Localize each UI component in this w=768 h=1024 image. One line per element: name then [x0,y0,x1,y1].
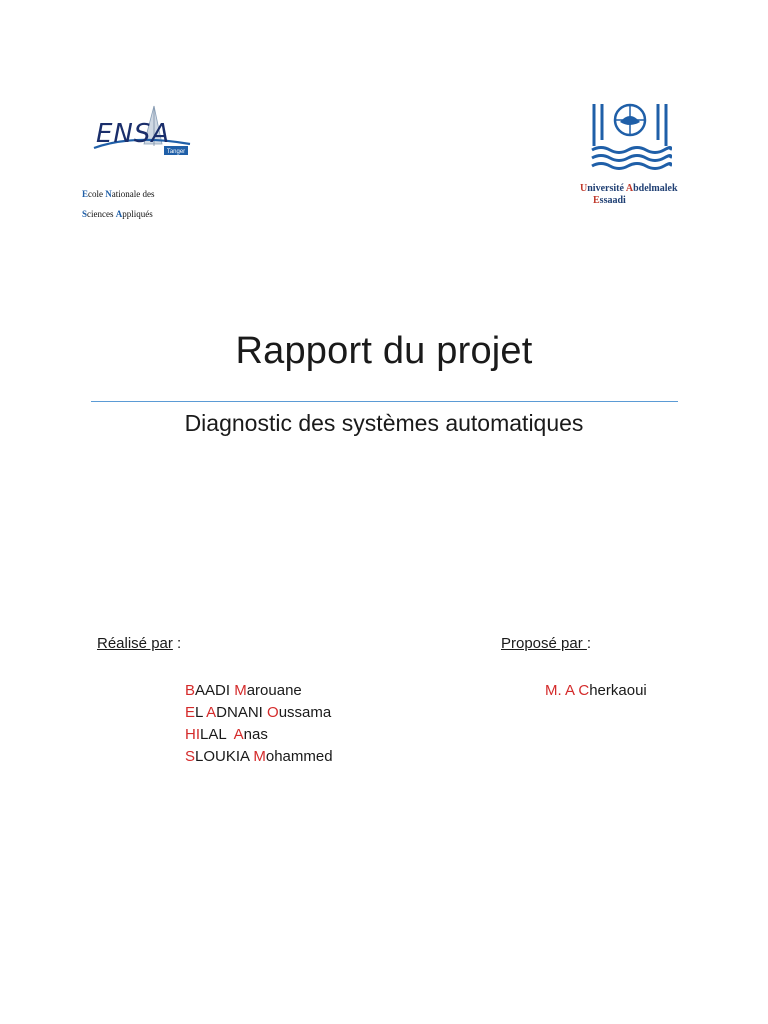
caption-initial: A [625,183,634,194]
ensa-logo-text: ENSA [96,119,171,149]
propose-label [501,635,591,652]
author-text: L [195,704,207,721]
university-logo [588,100,672,176]
university-emblem-icon [588,100,672,176]
supervisor-text: herkaoui [589,682,647,699]
ensa-caption [82,184,212,224]
author-text: DNANI [216,704,268,721]
author-text: ohammed [265,748,333,765]
caption-text: bdelmalek [633,183,678,194]
caption-text: ationale des [111,189,155,199]
caption-initial: N [105,189,112,199]
author-text: AADI [195,682,235,699]
propose-label-colon: : [586,635,592,652]
ensa-logo-graphic [92,104,192,162]
ensa-logo [92,104,192,162]
author-initial: O [267,704,279,721]
author-text: ussama [278,704,332,721]
caption-text: ssaadi [599,195,626,206]
author-text: nas [243,726,268,743]
title-divider [91,401,678,402]
caption-initial: S [82,209,88,219]
ensa-caption-line1 [82,184,212,204]
author-initial: HI [185,726,200,743]
supervisor-initials: M. A [545,682,579,699]
university-caption-line1 [580,183,700,195]
author-item [185,680,333,702]
page-title: Rapport du projet [235,330,533,372]
authors-list [185,680,333,768]
caption-text: ppliqués [122,209,153,219]
author-item [185,702,333,724]
author-text: arouane [246,682,302,699]
ensa-logo-subtext: Tanger [166,149,186,155]
author-initial: M [234,682,247,699]
realise-label-colon: : [172,635,182,652]
caption-text: niversité [587,183,626,194]
author-initial: B [185,682,196,699]
caption-initial: U [580,183,588,194]
author-initial: S [185,748,196,765]
author-text: LOUKIA [195,748,254,765]
author-text: LAL [200,726,234,743]
caption-text: cole [88,189,106,199]
propose-label-text: Proposé par [501,635,587,652]
caption-text: ciences [87,209,116,219]
realise-label-text: Réalisé par [97,635,173,652]
author-initial: M [253,748,266,765]
caption-initial: A [115,209,123,219]
realise-label [97,635,181,652]
author-item [185,724,333,746]
author-item [185,746,333,768]
page-subtitle: Diagnostic des systèmes automatiques [184,410,584,436]
author-initial: A [206,704,217,721]
author-initial: E [185,704,196,721]
university-caption [580,183,700,207]
caption-initial: E [593,195,600,206]
ensa-caption-line2 [82,204,212,224]
supervisor-initial: C [578,682,590,699]
author-initial: A [233,726,244,743]
supervisor-name [545,680,647,702]
caption-initial: E [82,189,89,199]
university-caption-line2 [580,195,700,207]
